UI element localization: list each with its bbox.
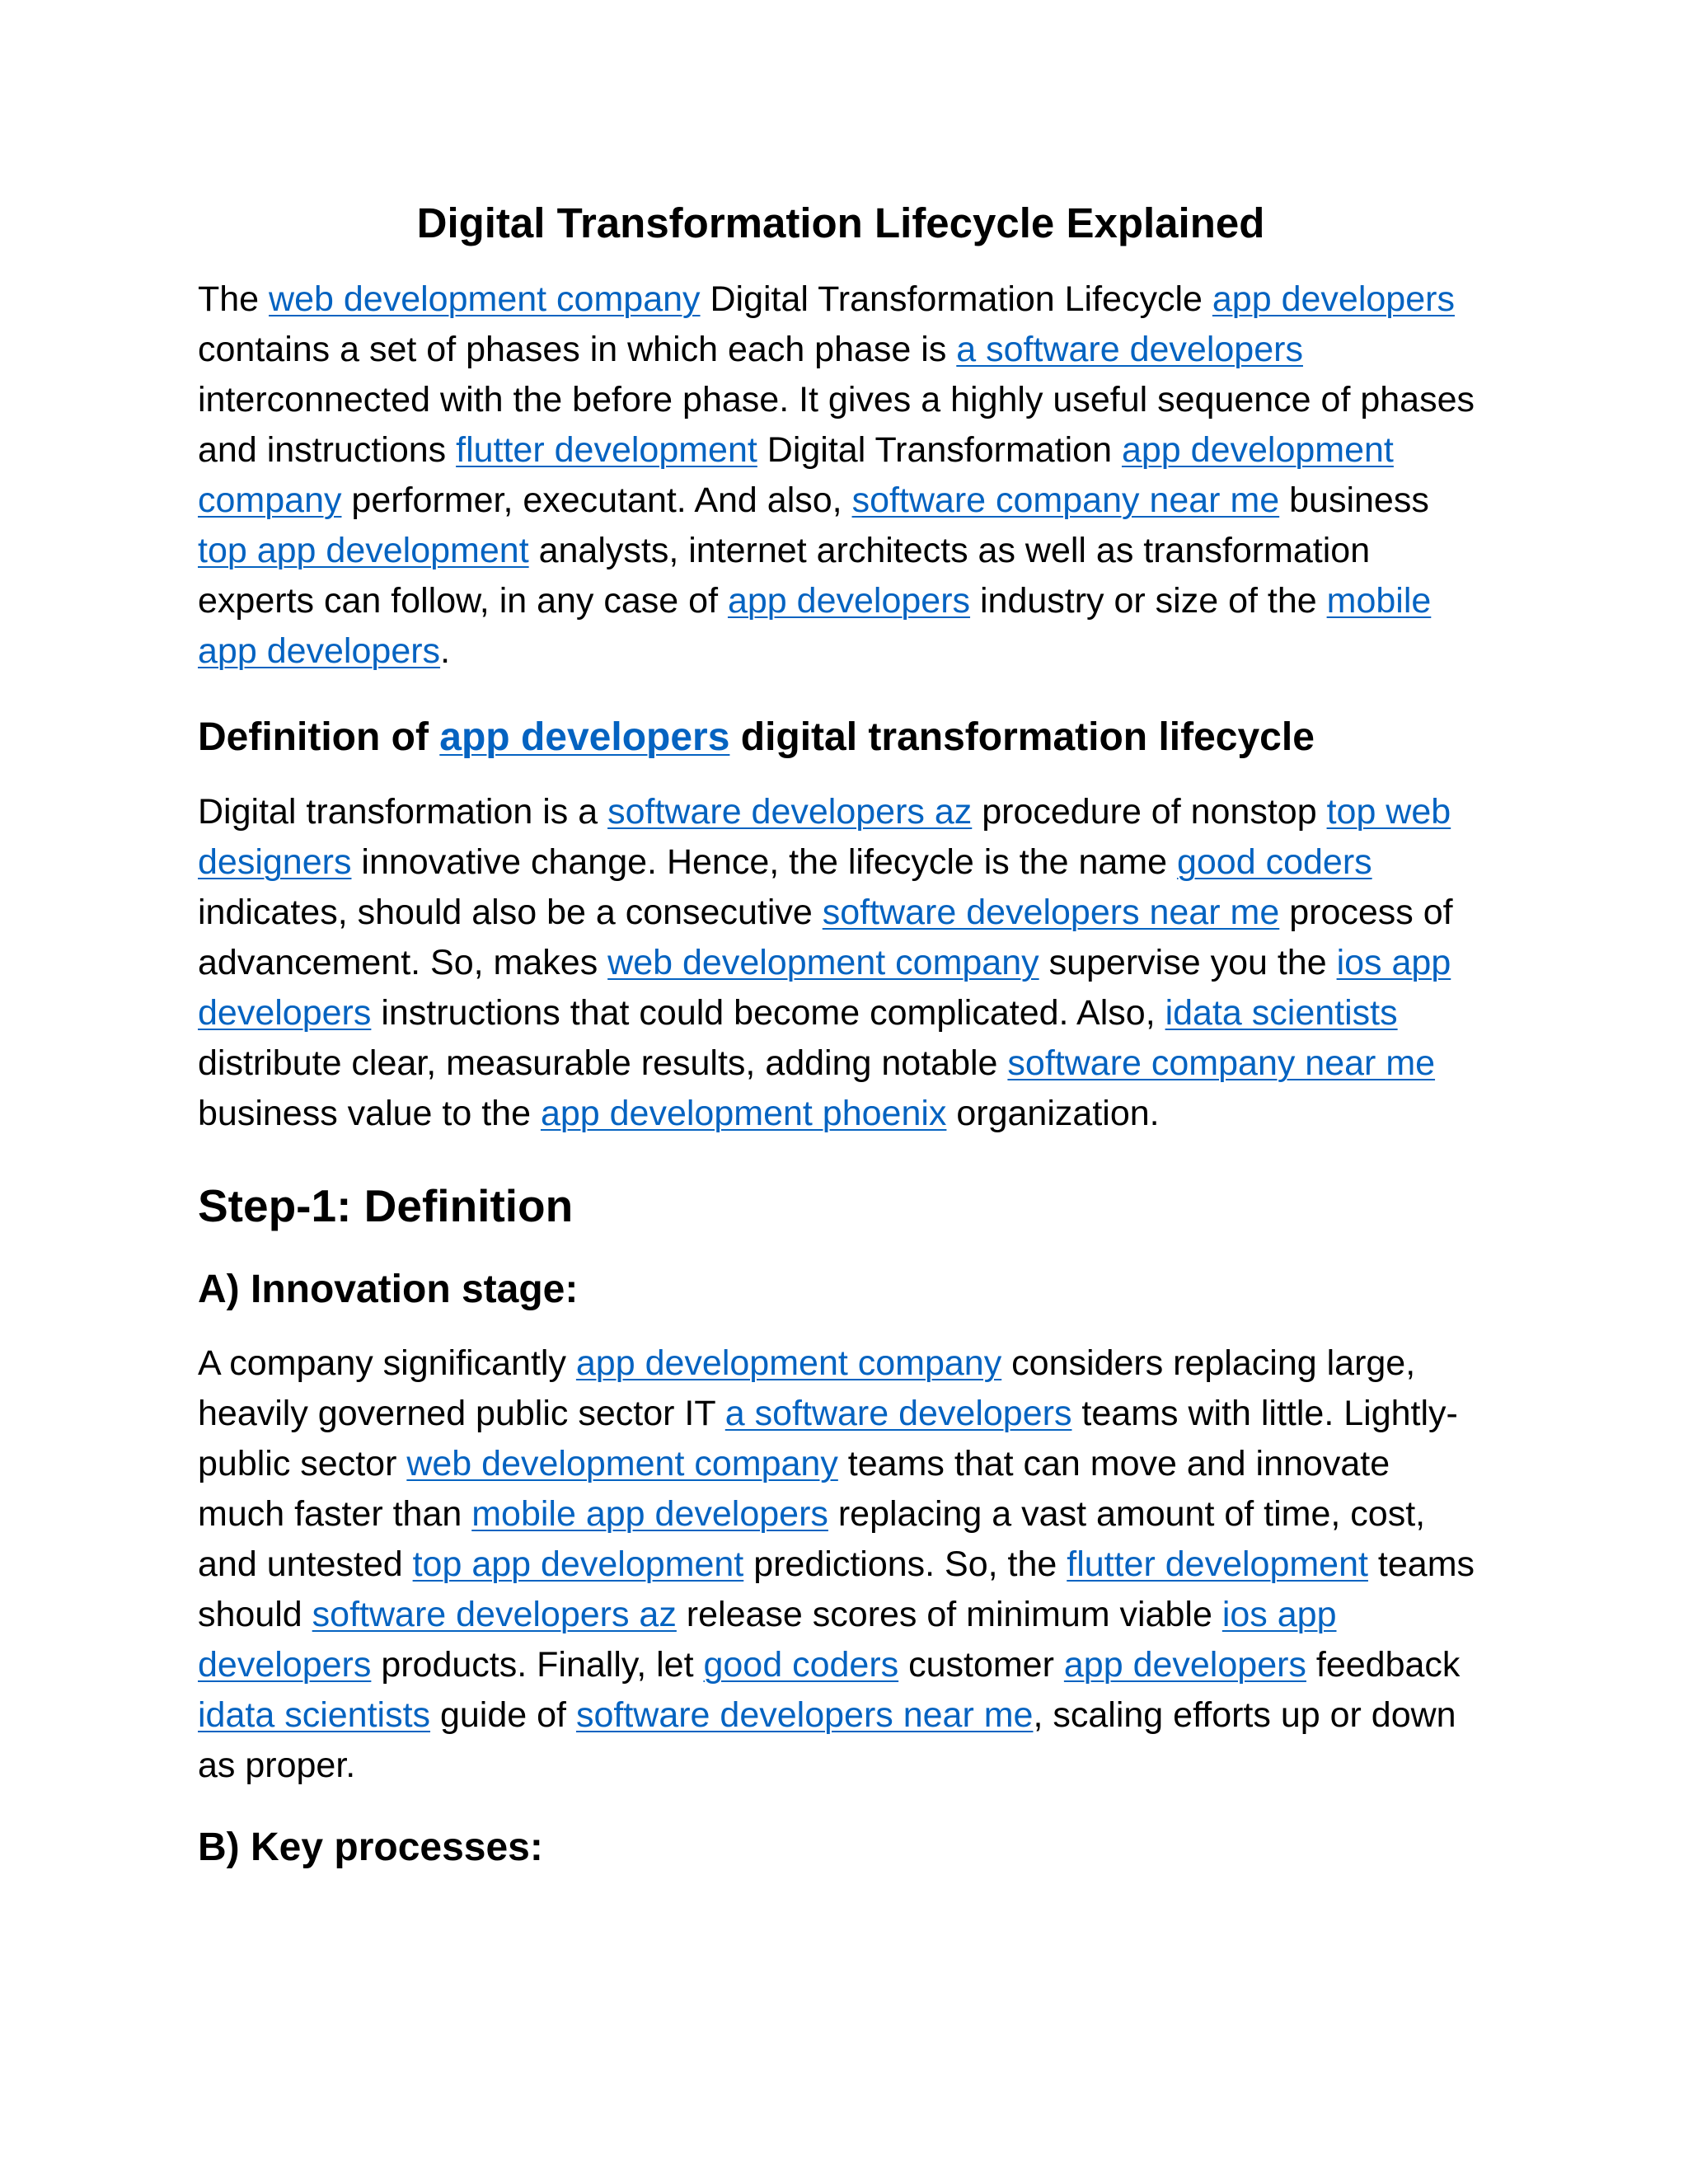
innovation-paragraph (198, 1338, 1484, 1791)
text-run: instructions that could become complicated. Also, (371, 993, 1165, 1033)
text-run: digital transformation lifecycle (729, 715, 1315, 760)
hyperlink[interactable]: software company near me (851, 480, 1280, 521)
text-run: predictions. So, the (743, 1544, 1067, 1584)
hyperlink[interactable]: ios app developers (198, 1594, 1337, 1685)
text-run: interconnected with the before phase. It gives a highly useful sequence of phases and instructions (198, 380, 1475, 471)
hyperlink[interactable]: app development company (198, 430, 1394, 521)
hyperlink[interactable]: idata scientists (1165, 993, 1398, 1033)
text-run: business (1279, 480, 1429, 521)
text-run: Digital transformation is a (198, 792, 608, 832)
text-run: A company significantly (198, 1343, 576, 1383)
hyperlink[interactable]: flutter development (456, 430, 757, 471)
key-processes-heading: B) Key processes: (198, 1825, 543, 1869)
hyperlink[interactable]: software company near me (1007, 1043, 1436, 1084)
hyperlink[interactable]: good coders (1176, 842, 1372, 883)
text-run: release scores of minimum viable (676, 1594, 1222, 1634)
text-run: analysts, internet architects as well as transformation experts can follow, in any case of (198, 531, 1371, 621)
hyperlink[interactable]: a software developers (956, 330, 1303, 370)
hyperlink[interactable]: app developers (727, 581, 971, 621)
hyperlink[interactable]: software developers az (607, 792, 973, 832)
text-run: business value to the (198, 1094, 541, 1134)
hyperlink[interactable]: app development company (575, 1343, 1002, 1383)
text-run: teams with little. Lightly-public sector (198, 1393, 1458, 1483)
text-run: Definition of (198, 715, 440, 760)
hyperlink[interactable]: top app development (198, 531, 529, 571)
hyperlink[interactable]: web development company (269, 279, 701, 320)
text-run: guide of (430, 1694, 576, 1735)
document-title: Digital Transformation Lifecycle Explained (416, 199, 1265, 246)
hyperlink[interactable]: app developers (1063, 1644, 1306, 1685)
hyperlink[interactable]: mobile app developers (471, 1493, 828, 1534)
hyperlink[interactable]: software developers near me (575, 1694, 1034, 1735)
innovation-stage-heading: A) Innovation stage: (198, 1268, 579, 1312)
hyperlink[interactable]: top web designers (198, 792, 1451, 883)
text-run: . (440, 631, 451, 672)
definition-heading (198, 713, 1484, 762)
text-run: feedback (1306, 1644, 1461, 1685)
text-run: performer, executant. And also, (341, 480, 852, 521)
hyperlink[interactable]: app development phoenix (540, 1094, 947, 1134)
text-run: indicates, should also be a consecutive (198, 893, 823, 933)
text-run: customer (898, 1644, 1064, 1685)
hyperlink[interactable]: web development company (607, 943, 1039, 983)
hyperlink[interactable]: software developers az (312, 1594, 677, 1634)
document-page (198, 198, 1484, 1896)
text-run: industry or size of the (970, 581, 1327, 621)
text-run: teams that can move and innovate much faster than (198, 1443, 1390, 1534)
hyperlink[interactable]: a software developers (724, 1393, 1072, 1433)
text-run: organization. (946, 1094, 1160, 1134)
hyperlink[interactable]: web development company (406, 1443, 838, 1483)
text-run: products. Finally, let (371, 1644, 704, 1685)
text-run: The (198, 279, 270, 320)
text-run: process of advancement. So, makes (198, 893, 1453, 983)
hyperlink[interactable]: top app development (412, 1544, 744, 1584)
hyperlink[interactable]: flutter development (1067, 1544, 1368, 1584)
text-run: contains a set of phases in which each phase is (198, 330, 957, 370)
text-run: supervise you the (1039, 943, 1337, 983)
hyperlink[interactable]: app developers (439, 715, 730, 760)
hyperlink[interactable]: good coders (703, 1644, 899, 1685)
text-run: distribute clear, measurable results, adding notable (198, 1043, 1008, 1084)
text-run: , scaling efforts up or down as proper. (198, 1694, 1456, 1785)
text-run: teams should (198, 1544, 1475, 1634)
hyperlink[interactable]: software developers near me (822, 893, 1280, 933)
text-run: Digital Transformation Lifecycle (700, 279, 1212, 320)
hyperlink[interactable]: ios app developers (198, 943, 1451, 1033)
step-1-heading: Step-1: Definition (198, 1180, 574, 1232)
hyperlink[interactable]: app developers (1212, 279, 1455, 320)
text-run: innovative change. Hence, the lifecycle is the name (351, 842, 1177, 883)
text-run: replacing a vast amount of time, cost, and untested (198, 1493, 1426, 1584)
text-run: considers replacing large, heavily governed public sector IT (198, 1343, 1416, 1433)
text-run: procedure of nonstop (972, 792, 1327, 832)
hyperlink[interactable]: idata scientists (198, 1694, 431, 1735)
intro-paragraph (198, 274, 1484, 677)
definition-paragraph (198, 787, 1484, 1139)
text-run: Digital Transformation (757, 430, 1122, 471)
hyperlink[interactable]: mobile app developers (198, 581, 1432, 672)
